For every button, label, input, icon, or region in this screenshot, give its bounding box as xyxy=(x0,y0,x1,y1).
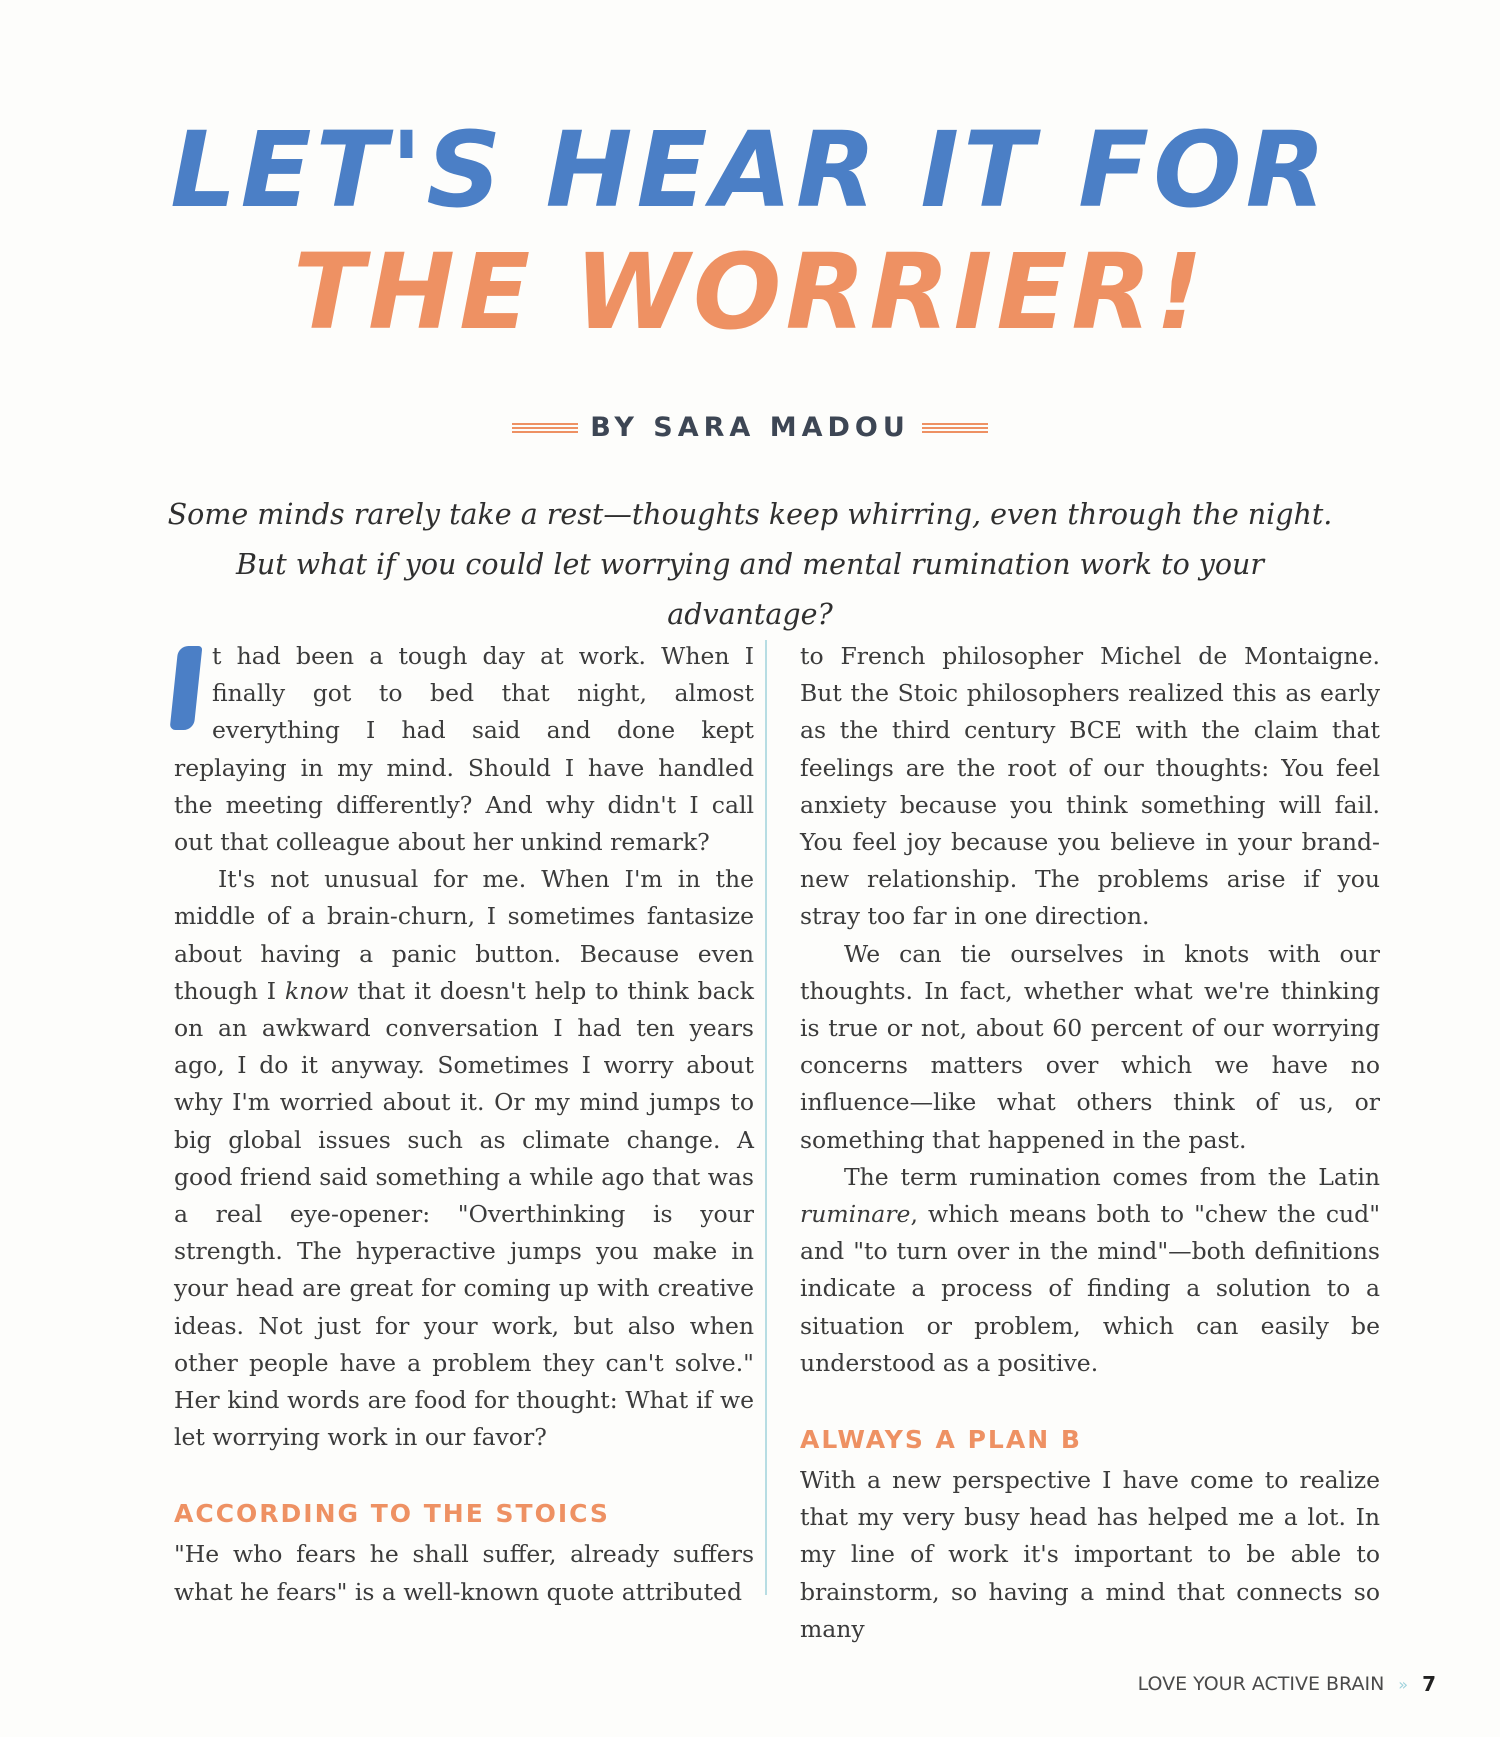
left-column xyxy=(174,638,754,1611)
column-divider xyxy=(765,640,767,1595)
headline-line-1: LET'S HEAR IT FOR xyxy=(170,109,1330,231)
paragraph: We can tie ourselves in knots with our thoughts. In fact, whether what we're thinking is true or not, about 60 percent of our worrying concerns matters over which we have no influence—like what others think of us, or something that happened in the past. xyxy=(800,939,1380,1154)
headline-line-2: THE WORRIER! xyxy=(293,231,1207,353)
paragraph xyxy=(174,638,754,861)
page-number: 7 xyxy=(1422,1672,1436,1696)
paragraph: "He who fears he shall suffer, already suffers what he fears" is a well-known quote attributed xyxy=(174,1540,754,1606)
paragraph: It's not unusual for me. When I'm in the middle of a brain-churn, I sometimes fantasize about having a panic button. Because even though I know that it doesn't help to think back on an awkward conversation I had ten years ago, I do it anyway. Sometimes I worry about why I'm worried about it. Or my mind jumps to big global issues such as climate change. A good friend said something a while ago that was a real eye-opener: "Overthinking is your strength. The hyperactive jumps you make in your head are great for coming up with creative ideas. Not just for your work, but also when other people have a problem they can't solve." Her kind words are food for thought: What if we let worrying work in our favor? xyxy=(174,865,754,1452)
footer-section-title: LOVE YOUR ACTIVE BRAIN xyxy=(1137,1673,1385,1695)
paragraph: The term rumination comes from the Latin ruminare, which means both to "chew the cud" and "to turn over in the mind"—both definitions indicate a process of finding a solution to a situation or problem, which can easily be understood as a positive. xyxy=(800,1162,1380,1377)
byline-text: BY SARA MADOU xyxy=(590,412,910,443)
paragraph-text: t had been a tough day at work. When I finally got to bed that night, almost everything I had said and done kept replaying in my mind. Should I have handled the meeting differently? And why didn't I call out that colleague about her unkind remark? xyxy=(174,642,754,857)
subhead-stoics: ACCORDING TO THE STOICS xyxy=(174,1499,610,1529)
paragraph: With a new perspective I have come to realize that my very busy head has helped me a lot. In my line of work it's important to be able to brainstorm, so having a mind that connects so many xyxy=(800,1466,1380,1643)
page-footer xyxy=(1138,1672,1436,1696)
chevron-right-icon: » xyxy=(1398,1674,1409,1694)
byline-rule-right xyxy=(922,423,988,433)
byline xyxy=(0,412,1500,443)
drop-cap-i xyxy=(170,646,203,730)
dek-intro: Some minds rarely take a rest—thoughts keep whirring, even through the night. But what if you could let worrying and mental rumination work to your advantage? xyxy=(167,498,1333,631)
paragraph: to French philosopher Michel de Montaigne. But the Stoic philosophers realized this as early as the third century BCE with the claim that feelings are the root of our thoughts: You feel anxiety because you think something will fail. You feel joy because you believe in your brand-new relationship. The problems arise if you stray too far in one direction. xyxy=(800,642,1380,931)
right-column xyxy=(800,638,1380,1648)
byline-rule-left xyxy=(512,423,578,433)
subhead-plan-b: ALWAYS A PLAN B xyxy=(800,1425,1082,1455)
